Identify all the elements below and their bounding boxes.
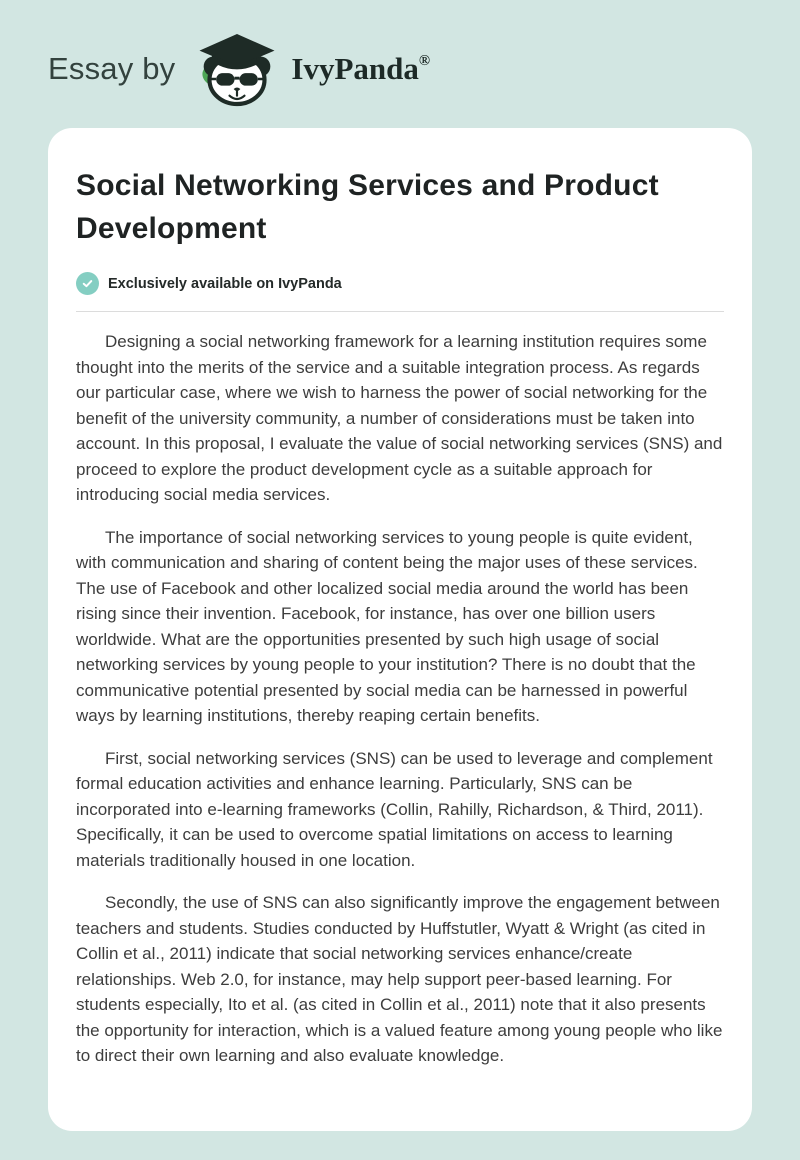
essay-body [76, 329, 724, 1069]
essay-by-label: Essay by [48, 51, 176, 86]
registered-mark: ® [418, 53, 431, 69]
brand-name [291, 51, 430, 87]
divider [76, 311, 724, 312]
ivypanda-logo[interactable] [191, 29, 430, 109]
check-icon [76, 272, 99, 295]
exclusive-badge [76, 272, 724, 295]
site-header [0, 0, 800, 128]
brand-wordmark: IvyPanda [291, 51, 419, 86]
essay-paragraph: The importance of social networking services to young people is quite evident, with communication and sharing of content being the major uses of these services. The use of Facebook and other localized social media around the world has been rising since their invention. Facebook, for instance, has over one billion users worldwide. What are the opportunities presented by such high usage of social networking services by young people to your institution? There is no doubt that the communicative potential presented by social media can be harnessed in powerful ways by learning institutions, thereby reaping certain benefits. [76, 527, 698, 725]
exclusive-badge-label: Exclusively available on IvyPanda [108, 275, 342, 292]
essay-paragraph: Designing a social networking framework for a learning institution requires some thought into the merits of the service and a suitable integration process. As regards our particular case, where we wish to harness the power of social networking for the benefit of the university community, a number of considerations must be taken into account. In this proposal, I evaluate the value of social networking services (SNS) and proceed to explore the product development cycle as a suitable approach for introducing social media services. [76, 332, 723, 504]
essay-paragraph: First, social networking services (SNS) can be used to leverage and complement formal education activities and enhance learning. Particularly, SNS can be incorporated into e-learning frameworks (Collin, Rahilly, Richardson, & Third, 2011). Specifically, it can be used to overcome spatial limitations on access to learning materials traditionally housed in one location. [76, 748, 713, 870]
essay-title: Social Networking Services and Product Development [76, 169, 659, 245]
essay-paragraph: Secondly, the use of SNS can also significantly improve the engagement between teachers and students. Studies conducted by Huffstutler, Wyatt & Wright (as cited in Collin et al., 2011) indicate that social networking services enhance/create relationships. Web 2.0, for instance, may help support peer-based learning. For students especially, Ito et al. (as cited in Collin et al., 2011) note that it also presents the opportunity for interaction, which is a valued feature among young people who like to direct their own learning and also evaluate knowledge. [76, 893, 723, 1065]
panda-graduate-icon [191, 29, 283, 109]
essay-card [48, 128, 752, 1131]
